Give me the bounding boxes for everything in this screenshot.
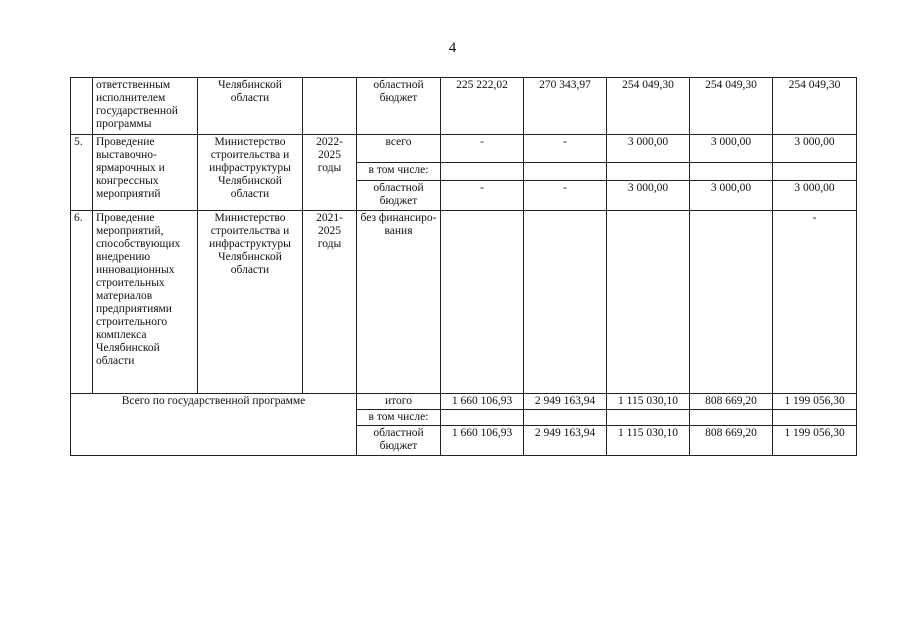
value-cell: - xyxy=(524,181,607,211)
value-cell xyxy=(524,211,607,394)
value-cell xyxy=(441,211,524,394)
total-value-cell xyxy=(441,410,524,426)
value-cell xyxy=(441,163,524,181)
executor: Министерство строительства и инфраструктуры Челябинской области xyxy=(198,135,303,211)
value-cell: 3 000,00 xyxy=(773,135,857,163)
total-value-cell: 2 949 163,94 xyxy=(524,426,607,456)
row-number: 6. xyxy=(71,211,93,394)
table-row xyxy=(71,135,857,163)
total-value-cell: 1 115 030,10 xyxy=(607,426,690,456)
value-cell xyxy=(690,211,773,394)
total-value-cell xyxy=(524,410,607,426)
value-cell xyxy=(524,163,607,181)
value-cell: 254 049,30 xyxy=(690,78,773,135)
total-value-cell: 2 949 163,94 xyxy=(524,394,607,410)
value-cell: 270 343,97 xyxy=(524,78,607,135)
program-table xyxy=(70,77,857,456)
total-value-cell xyxy=(690,410,773,426)
page-number: 4 xyxy=(448,40,457,56)
row-number: 5. xyxy=(71,135,93,211)
table-row xyxy=(71,78,857,135)
total-value-cell xyxy=(773,410,857,426)
total-value-cell xyxy=(607,410,690,426)
table-row xyxy=(71,211,857,394)
total-value-cell: 1 199 056,30 xyxy=(773,394,857,410)
total-value-cell: 1 660 106,93 xyxy=(441,394,524,410)
period: 2022-2025 годы xyxy=(303,135,357,211)
value-cell: - xyxy=(441,181,524,211)
executor: Министерство строительства и инфраструктуры Челябинской области xyxy=(198,211,303,394)
value-cell: - xyxy=(773,211,857,394)
measure-name: Проведение выставочно-ярмарочных и конгрессных мероприятий xyxy=(93,135,198,211)
value-cell: 3 000,00 xyxy=(607,135,690,163)
value-cell: 3 000,00 xyxy=(690,135,773,163)
funding-source: в том числе: xyxy=(357,410,441,426)
value-cell xyxy=(690,163,773,181)
value-cell xyxy=(607,163,690,181)
measure-name: Проведение мероприятий, способствующих внедрению инновационных строительных материалов предприятиями строительного комплекса Челябинской области xyxy=(93,211,198,394)
funding-source: без финансиро-вания xyxy=(357,211,441,394)
period xyxy=(303,78,357,135)
value-cell: - xyxy=(441,135,524,163)
total-value-cell: 808 669,20 xyxy=(690,426,773,456)
value-cell: 254 049,30 xyxy=(607,78,690,135)
value-cell: 3 000,00 xyxy=(773,181,857,211)
row-number xyxy=(71,78,93,135)
value-cell: 225 222,02 xyxy=(441,78,524,135)
value-cell xyxy=(607,211,690,394)
value-cell: 3 000,00 xyxy=(607,181,690,211)
value-cell: 3 000,00 xyxy=(690,181,773,211)
value-cell: 254 049,30 xyxy=(773,78,857,135)
value-cell: - xyxy=(524,135,607,163)
funding-source: в том числе: xyxy=(357,163,441,181)
funding-source: областной бюджет xyxy=(357,78,441,135)
measure-name: ответственным исполнителем государственной программы xyxy=(93,78,198,135)
total-label: Всего по государственной программе xyxy=(71,394,357,456)
funding-source: всего xyxy=(357,135,441,163)
total-value-cell: 808 669,20 xyxy=(690,394,773,410)
funding-source: областной бюджет xyxy=(357,181,441,211)
total-value-cell: 1 660 106,93 xyxy=(441,426,524,456)
executor: Челябинской области xyxy=(198,78,303,135)
funding-source: итого xyxy=(357,394,441,410)
total-row xyxy=(71,394,857,410)
total-value-cell: 1 115 030,10 xyxy=(607,394,690,410)
value-cell xyxy=(773,163,857,181)
total-value-cell: 1 199 056,30 xyxy=(773,426,857,456)
funding-source: областной бюджет xyxy=(357,426,441,456)
period: 2021-2025 годы xyxy=(303,211,357,394)
